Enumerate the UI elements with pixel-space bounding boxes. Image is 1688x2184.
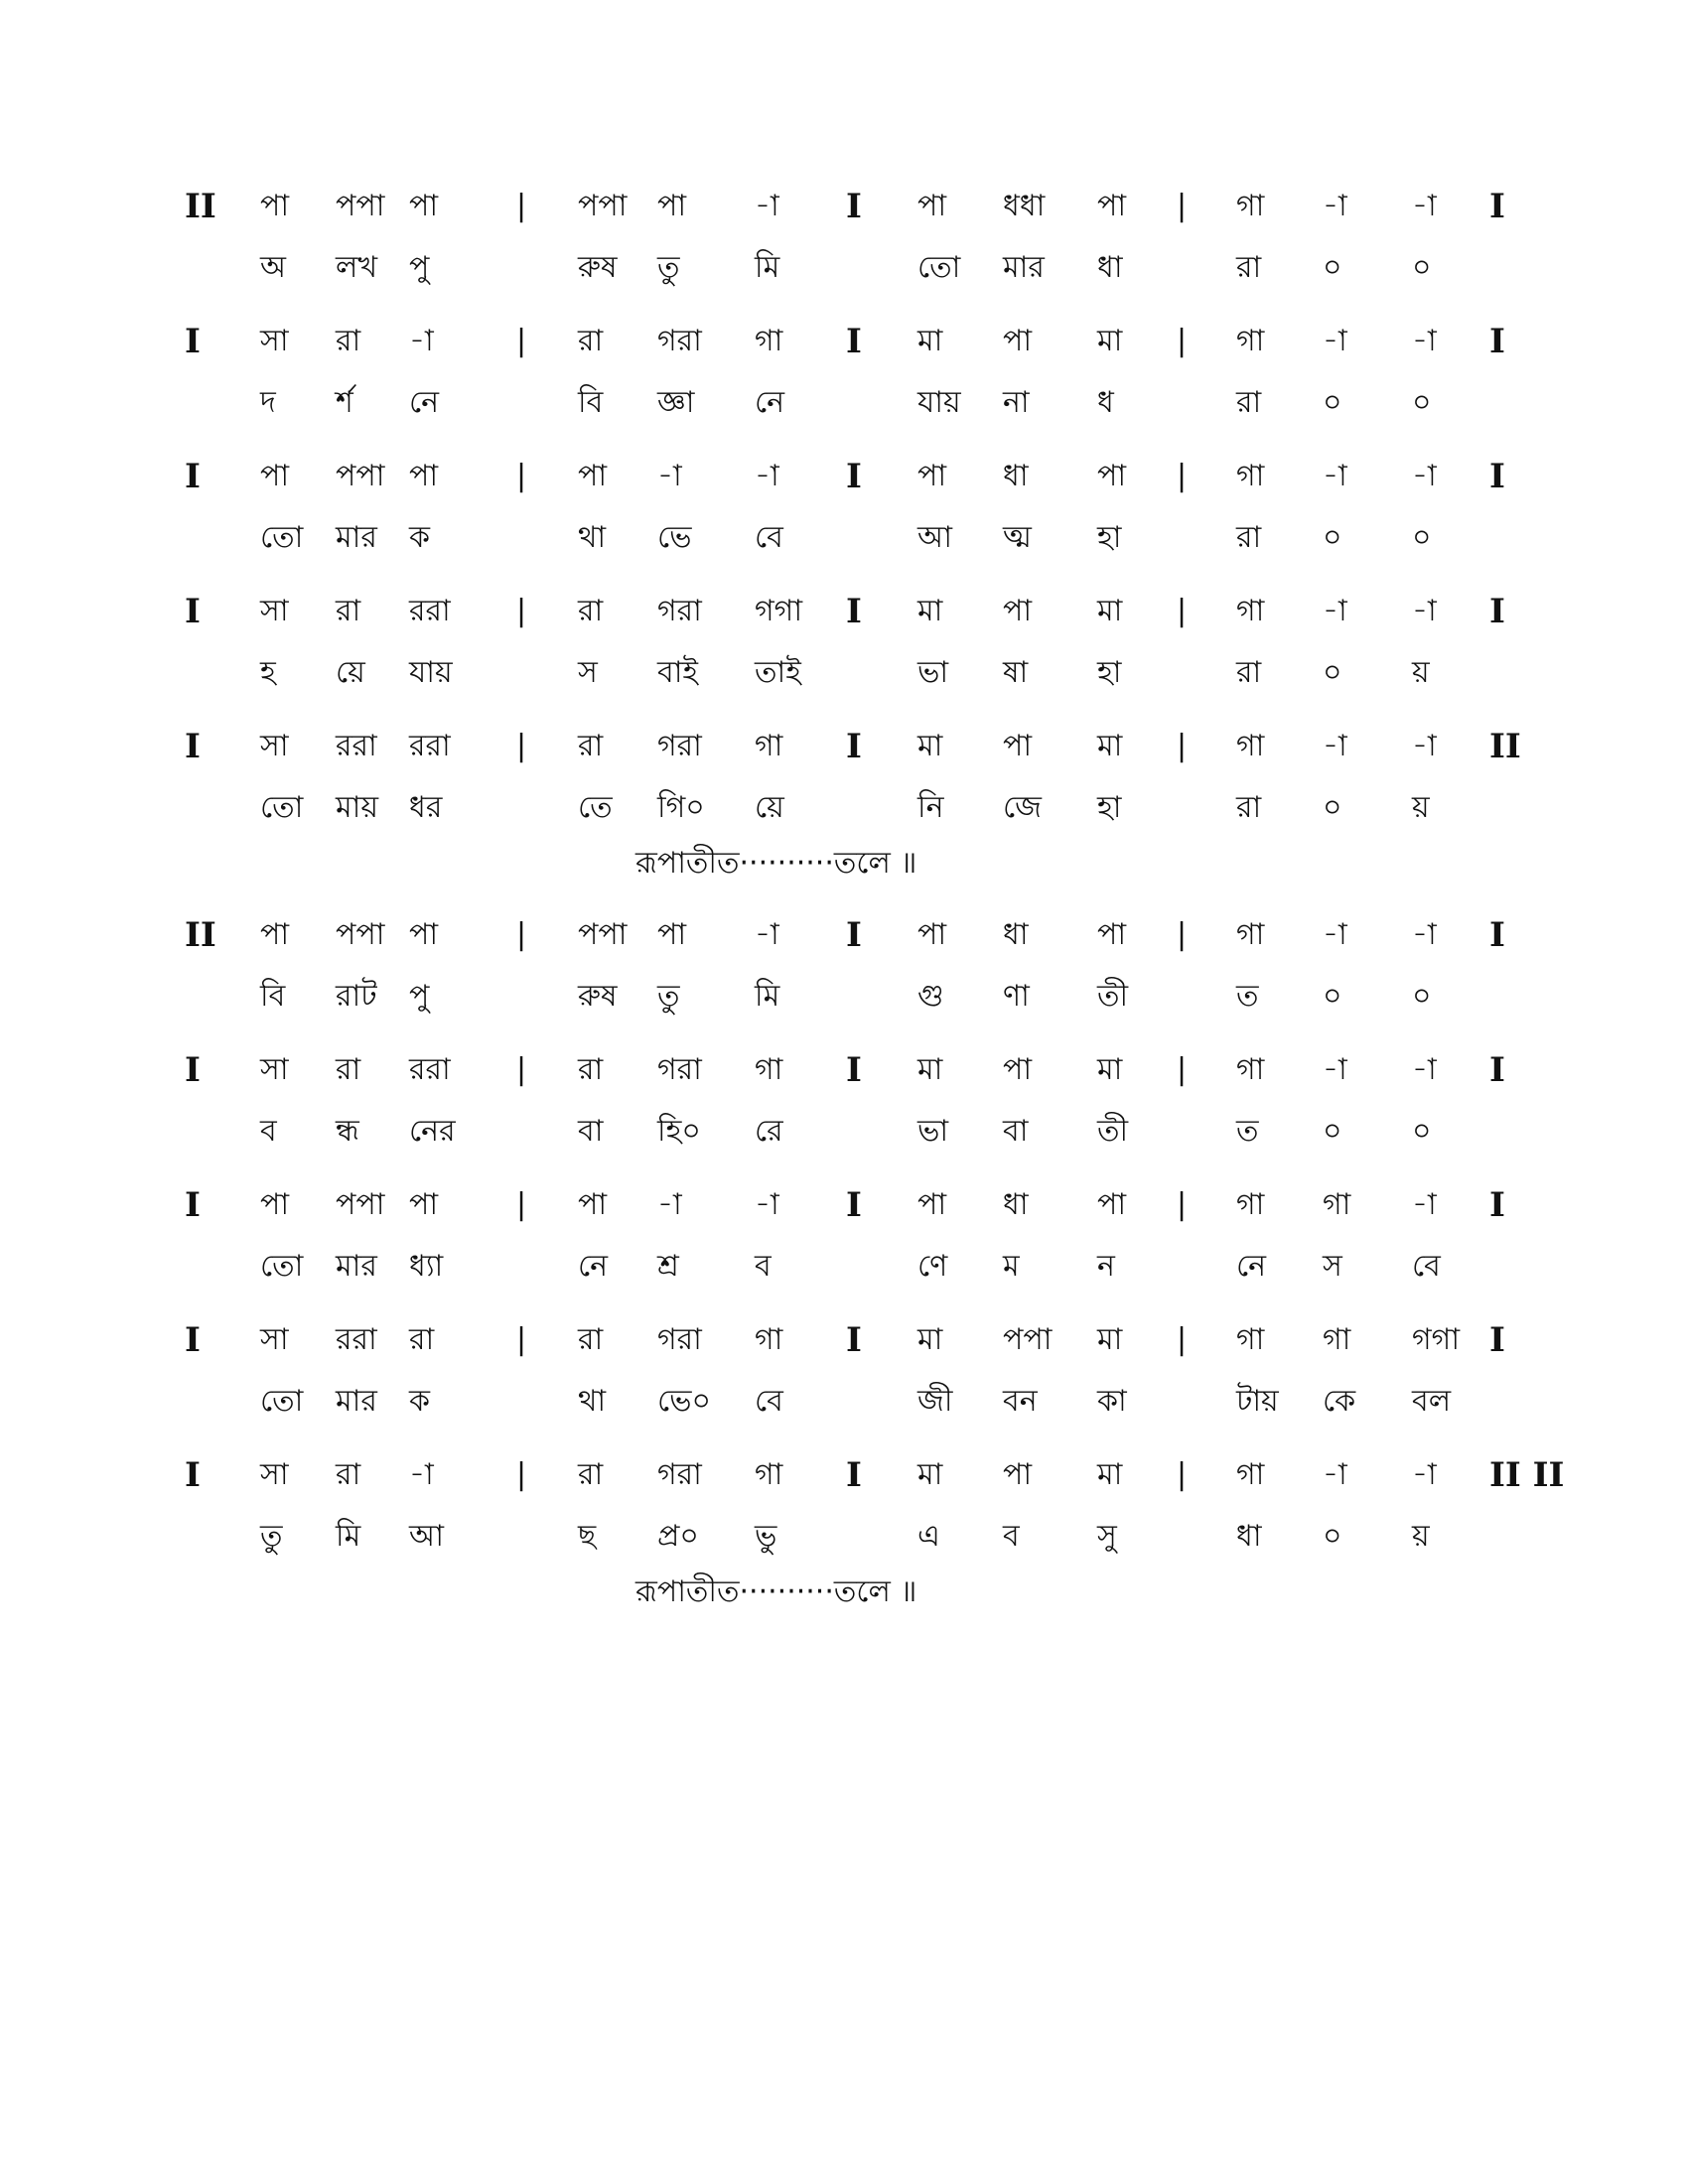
swara-note: -া (1323, 729, 1347, 763)
lyric-syllable: ০ (1412, 250, 1432, 285)
lyric-syllable: ছ (578, 1519, 597, 1554)
lyric-syllable: নে (409, 385, 440, 420)
row-start-mark: I (185, 1455, 201, 1495)
beat-divider: | (516, 189, 527, 223)
beat-divider: | (1177, 1457, 1188, 1492)
row-start-mark: I (185, 322, 201, 361)
lyric-syllable: এ (917, 1519, 940, 1554)
row-end-mark: II II (1489, 1455, 1565, 1495)
lyric-syllable: বে (1412, 1249, 1441, 1284)
beat-divider: | (516, 729, 527, 763)
row-start-mark: I (185, 727, 201, 766)
lyric-syllable: ভে০ (657, 1384, 712, 1419)
swara-note: পা (1097, 189, 1127, 223)
row-end-mark: I (1489, 457, 1505, 496)
row-start-mark: I (185, 1050, 201, 1090)
lyric-syllable: রা (1236, 385, 1262, 420)
swara-note: -া (755, 459, 779, 493)
lyric-syllable: তো (260, 1384, 304, 1419)
swara-note: -া (1412, 729, 1437, 763)
beat-divider: | (1177, 324, 1188, 358)
swara-note: পা (1003, 594, 1033, 628)
swara-note: পা (1097, 917, 1127, 952)
lyric-syllable: বন (1003, 1384, 1038, 1419)
lyric-syllable: অ (260, 250, 286, 285)
swara-note: গা (1236, 189, 1265, 223)
swara-note: রা (336, 1052, 361, 1087)
lyric-syllable: ভা (917, 655, 949, 690)
half-divider: I (846, 1455, 862, 1495)
lyric-syllable: হা (1097, 520, 1122, 555)
swara-note: গা (1236, 594, 1265, 628)
lyric-syllable: বে (755, 520, 783, 555)
swara-note: ধা (1003, 459, 1029, 493)
swara-note: -া (1323, 189, 1347, 223)
lyric-syllable: বে (755, 1384, 783, 1419)
lyric-syllable: য় (1412, 1519, 1430, 1554)
lyric-syllable: বা (1003, 1114, 1029, 1149)
lyric-syllable: বি (578, 385, 604, 420)
swara-note: গরা (657, 729, 702, 763)
swara-note: ররা (336, 1322, 377, 1357)
swara-note: -া (755, 1187, 779, 1222)
lyric-syllable: ০ (1323, 520, 1342, 555)
lyric-syllable: মি (755, 250, 780, 285)
lyric-syllable: তো (260, 1249, 304, 1284)
swara-note: গগা (755, 594, 803, 628)
row-end-mark: I (1489, 1320, 1505, 1360)
lyric-syllable: ০ (1323, 655, 1342, 690)
lyric-syllable: বল (1412, 1384, 1452, 1419)
swara-note: রা (409, 1322, 435, 1357)
swara-note: -া (657, 1187, 682, 1222)
swara-note: পপা (578, 189, 628, 223)
lyric-syllable: ভে (657, 520, 692, 555)
lyric-syllable: হ (260, 655, 276, 690)
swara-note: গরা (657, 1322, 702, 1357)
swara-note: গা (755, 1052, 783, 1087)
beat-divider: | (516, 1187, 527, 1222)
swara-note: পপা (578, 917, 628, 952)
swara-note: পা (260, 459, 290, 493)
lyric-syllable: ত (1236, 979, 1259, 1014)
beat-divider: | (516, 324, 527, 358)
lyric-syllable: ধর (409, 790, 443, 825)
lyric-syllable: টায় (1236, 1384, 1279, 1419)
swara-note: ররা (409, 1052, 451, 1087)
swara-note: -া (1323, 594, 1347, 628)
lyric-syllable: জ্ঞা (657, 385, 695, 420)
swara-note: গা (1236, 729, 1265, 763)
lyric-syllable: ণা (1003, 979, 1030, 1014)
swara-note: পপা (336, 189, 385, 223)
lyric-syllable: দ (260, 385, 276, 420)
swara-note: রা (578, 594, 604, 628)
swara-note: সা (260, 1052, 289, 1087)
lyric-syllable: রে (755, 1114, 783, 1149)
lyric-syllable: ভু (755, 1519, 777, 1554)
lyric-syllable: ধা (1097, 250, 1123, 285)
lyric-syllable: স (578, 655, 598, 690)
swara-note: গরা (657, 1052, 702, 1087)
swara-note: -া (1412, 324, 1437, 358)
lyric-syllable: সু (1097, 1519, 1117, 1554)
swara-note: পা (917, 189, 947, 223)
lyric-syllable: রা (1236, 520, 1262, 555)
lyric-syllable: নি (917, 790, 944, 825)
swara-note: গা (755, 729, 783, 763)
swara-note: -া (1412, 459, 1437, 493)
swara-note: গা (755, 1457, 783, 1492)
lyric-syllable: ষা (1003, 655, 1029, 690)
half-divider: I (846, 1320, 862, 1360)
lyric-syllable: ধ্যা (409, 1249, 444, 1284)
swara-note: -া (755, 917, 779, 952)
swara-note: পা (1003, 1457, 1033, 1492)
swara-note: গা (1236, 1187, 1265, 1222)
swara-note: -া (1412, 1187, 1437, 1222)
lyric-syllable: জী (917, 1384, 953, 1419)
beat-divider: | (1177, 729, 1188, 763)
lyric-syllable: রা (1236, 790, 1262, 825)
swara-note: গা (1236, 1457, 1265, 1492)
swara-note: গরা (657, 324, 702, 358)
swara-note: রা (336, 1457, 361, 1492)
swara-note: গা (1323, 1322, 1351, 1357)
row-start-mark: I (185, 1185, 201, 1225)
lyric-syllable: হা (1097, 655, 1122, 690)
swara-note: ধা (1003, 1187, 1029, 1222)
swara-note: পপা (336, 917, 385, 952)
swara-note: পা (578, 459, 608, 493)
row-end-mark: I (1489, 1185, 1505, 1225)
lyric-syllable: রাট (336, 979, 377, 1014)
half-divider: I (846, 592, 862, 631)
swara-note: সা (260, 729, 289, 763)
lyric-syllable: থা (578, 520, 607, 555)
lyric-syllable: মার (336, 1249, 377, 1284)
lyric-syllable: তু (260, 1519, 283, 1554)
lyric-syllable: ০ (1323, 385, 1342, 420)
lyric-syllable: কে (1323, 1384, 1356, 1419)
lyric-syllable: নে (755, 385, 785, 420)
lyric-syllable: হি০ (657, 1114, 701, 1149)
lyric-syllable: ক (409, 1384, 430, 1419)
lyric-syllable: মার (1003, 250, 1045, 285)
swara-note: -া (1323, 324, 1347, 358)
lyric-syllable: তী (1097, 979, 1129, 1014)
beat-divider: | (1177, 1187, 1188, 1222)
swara-note: পা (657, 917, 687, 952)
swara-note: পা (260, 1187, 290, 1222)
lyric-syllable: রা (1236, 655, 1262, 690)
half-divider: I (846, 1050, 862, 1090)
swara-note: গা (1236, 917, 1265, 952)
lyric-syllable: তু (657, 979, 680, 1014)
swara-note: -া (409, 1457, 434, 1492)
lyric-syllable: থা (578, 1384, 607, 1419)
lyric-syllable: লখ (336, 250, 378, 285)
swara-note: রা (578, 1457, 604, 1492)
lyric-syllable: গি০ (657, 790, 705, 825)
row-start-mark: I (185, 592, 201, 631)
lyric-syllable: ০ (1412, 979, 1432, 1014)
lyric-syllable: ব (1003, 1519, 1020, 1554)
beat-divider: | (516, 459, 527, 493)
lyric-syllable: শ্র (657, 1249, 679, 1284)
section-start-mark: II (185, 915, 216, 955)
lyric-syllable: ম (1003, 1249, 1020, 1284)
swara-note: মা (1097, 324, 1123, 358)
lyric-syllable: ত্ম (1003, 520, 1032, 555)
swara-note: পা (409, 1187, 439, 1222)
swara-note: পা (409, 459, 439, 493)
swara-note: পা (260, 917, 290, 952)
lyric-syllable: ০ (1323, 1114, 1342, 1149)
lyric-syllable: তু (657, 250, 680, 285)
lyric-syllable: রা (1236, 250, 1262, 285)
swara-note: -া (1412, 1457, 1437, 1492)
row-end-mark: II (1489, 727, 1521, 766)
lyric-syllable: য় (1412, 790, 1430, 825)
swara-note: ধা (1003, 917, 1029, 952)
swara-note: মা (1097, 1052, 1123, 1087)
lyric-syllable: ব (755, 1249, 772, 1284)
half-divider: I (846, 322, 862, 361)
lyric-syllable: ০ (1323, 790, 1342, 825)
lyric-syllable: প্র০ (657, 1519, 699, 1554)
swara-note: গা (1323, 1187, 1351, 1222)
swara-note: মা (1097, 594, 1123, 628)
lyric-syllable: যায় (917, 385, 961, 420)
lyric-syllable: আ (917, 520, 952, 555)
swara-note: গা (1236, 1052, 1265, 1087)
row-start-mark: I (185, 457, 201, 496)
refrain-line: রূপাতীত··········তলে ॥ (635, 1574, 917, 1609)
lyric-syllable: ক (409, 520, 430, 555)
swara-note: -া (1323, 459, 1347, 493)
swara-note: -া (409, 324, 434, 358)
beat-divider: | (1177, 459, 1188, 493)
swara-note: পা (409, 189, 439, 223)
swara-note: -া (1323, 1457, 1347, 1492)
refrain-line: রূপাতীত··········তলে ॥ (635, 846, 917, 881)
swara-note: রা (578, 1052, 604, 1087)
swara-note: মা (917, 1457, 943, 1492)
swara-note: সা (260, 1322, 289, 1357)
swara-note: -া (1412, 1052, 1437, 1087)
swara-note: পা (409, 917, 439, 952)
swara-note: রা (578, 324, 604, 358)
lyric-syllable: নে (578, 1249, 609, 1284)
swara-note: সা (260, 324, 289, 358)
lyric-syllable: হা (1097, 790, 1122, 825)
swara-note: পপা (1003, 1322, 1053, 1357)
swara-note: মা (1097, 1322, 1123, 1357)
swara-note: পপা (336, 1187, 385, 1222)
row-end-mark: I (1489, 592, 1505, 631)
lyric-syllable: মি (336, 1519, 361, 1554)
swara-note: পা (1003, 729, 1033, 763)
swara-note: মা (917, 594, 943, 628)
swara-note: রা (578, 729, 604, 763)
lyric-syllable: য়ে (336, 655, 365, 690)
lyric-syllable: ত (1236, 1114, 1259, 1149)
swara-note: ররা (409, 729, 451, 763)
swara-note: গা (1236, 459, 1265, 493)
swara-note: পা (260, 189, 290, 223)
swara-note: রা (336, 594, 361, 628)
beat-divider: | (1177, 1322, 1188, 1357)
swara-note: ররা (336, 729, 377, 763)
lyric-syllable: তী (1097, 1114, 1129, 1149)
lyric-syllable: নে (1236, 1249, 1267, 1284)
swara-note: ধধা (1003, 189, 1046, 223)
swara-note: সা (260, 594, 289, 628)
lyric-syllable: ০ (1412, 385, 1432, 420)
lyric-syllable: মায় (336, 790, 379, 825)
swara-note: -া (1323, 1052, 1347, 1087)
lyric-syllable: পু (409, 250, 430, 285)
swara-note: পপা (336, 459, 385, 493)
row-end-mark: I (1489, 915, 1505, 955)
lyric-syllable: ণে (917, 1249, 948, 1284)
swara-note: পা (917, 1187, 947, 1222)
section-start-mark: II (185, 187, 216, 226)
half-divider: I (846, 1185, 862, 1225)
lyric-syllable: ০ (1412, 1114, 1432, 1149)
swara-note: পা (657, 189, 687, 223)
lyric-syllable: ন (1097, 1249, 1115, 1284)
beat-divider: | (516, 1322, 527, 1357)
half-divider: I (846, 727, 862, 766)
lyric-syllable: কা (1097, 1384, 1127, 1419)
swara-note: গা (1236, 324, 1265, 358)
swara-note: মা (1097, 1457, 1123, 1492)
swara-note: পা (917, 917, 947, 952)
lyric-syllable: যায় (409, 655, 453, 690)
lyric-syllable: ০ (1323, 250, 1342, 285)
row-end-mark: I (1489, 1050, 1505, 1090)
swara-note: পা (1097, 1187, 1127, 1222)
swara-note: গগা (1412, 1322, 1461, 1357)
lyric-syllable: ন্ধ (336, 1114, 359, 1149)
swara-note: গা (1236, 1322, 1265, 1357)
half-divider: I (846, 915, 862, 955)
beat-divider: | (1177, 1052, 1188, 1087)
lyric-syllable: স (1323, 1249, 1342, 1284)
swara-note: -া (1412, 594, 1437, 628)
lyric-syllable: মার (336, 1384, 377, 1419)
lyric-syllable: তে (578, 790, 613, 825)
lyric-syllable: তো (260, 790, 304, 825)
lyric-syllable: মার (336, 520, 377, 555)
swara-note: পা (1003, 324, 1033, 358)
row-end-mark: I (1489, 187, 1505, 226)
lyric-syllable: না (1003, 385, 1030, 420)
swara-note: মা (1097, 729, 1123, 763)
lyric-syllable: বা (578, 1114, 604, 1149)
swara-note: ররা (409, 594, 451, 628)
lyric-syllable: জে (1003, 790, 1043, 825)
lyric-syllable: তাই (755, 655, 801, 690)
lyric-syllable: আ (409, 1519, 444, 1554)
beat-divider: | (516, 594, 527, 628)
swara-note: পা (1003, 1052, 1033, 1087)
lyric-syllable: তো (917, 250, 961, 285)
lyric-syllable: রুষ (578, 979, 618, 1014)
swara-note: গা (755, 324, 783, 358)
swara-note: রা (578, 1322, 604, 1357)
lyric-syllable: গু (917, 979, 944, 1014)
swara-note: সা (260, 1457, 289, 1492)
beat-divider: | (516, 1052, 527, 1087)
swara-note: পা (578, 1187, 608, 1222)
row-end-mark: I (1489, 322, 1505, 361)
swara-note: গরা (657, 1457, 702, 1492)
row-start-mark: I (185, 1320, 201, 1360)
lyric-syllable: ব (260, 1114, 277, 1149)
beat-divider: | (516, 917, 527, 952)
lyric-syllable: ০ (1323, 979, 1342, 1014)
swara-note: রা (336, 324, 361, 358)
lyric-syllable: য় (1412, 655, 1430, 690)
lyric-syllable: নের (409, 1114, 456, 1149)
lyric-syllable: মি (755, 979, 780, 1014)
beat-divider: | (516, 1457, 527, 1492)
swara-note: -া (755, 189, 779, 223)
swara-note: মা (917, 324, 943, 358)
lyric-syllable: য়ে (755, 790, 784, 825)
beat-divider: | (1177, 189, 1188, 223)
half-divider: I (846, 457, 862, 496)
lyric-syllable: ০ (1323, 1519, 1342, 1554)
lyric-syllable: তো (260, 520, 304, 555)
swara-note: -া (1412, 917, 1437, 952)
beat-divider: | (1177, 917, 1188, 952)
half-divider: I (846, 187, 862, 226)
swara-note: মা (917, 729, 943, 763)
lyric-syllable: বাই (657, 655, 699, 690)
swara-note: গা (755, 1322, 783, 1357)
swara-note: পা (1097, 459, 1127, 493)
lyric-syllable: ধ (1097, 385, 1114, 420)
lyric-syllable: ভা (917, 1114, 949, 1149)
swara-note: মা (917, 1052, 943, 1087)
lyric-syllable: পু (409, 979, 430, 1014)
lyric-syllable: ধা (1236, 1519, 1262, 1554)
swara-note: -া (1412, 189, 1437, 223)
beat-divider: | (1177, 594, 1188, 628)
swara-note: -া (657, 459, 682, 493)
lyric-syllable: বি (260, 979, 286, 1014)
swara-note: -া (1323, 917, 1347, 952)
swara-note: গরা (657, 594, 702, 628)
lyric-syllable: রুষ (578, 250, 618, 285)
swara-note: পা (917, 459, 947, 493)
lyric-syllable: র্শ (336, 385, 353, 420)
swara-note: মা (917, 1322, 943, 1357)
lyric-syllable: ০ (1412, 520, 1432, 555)
